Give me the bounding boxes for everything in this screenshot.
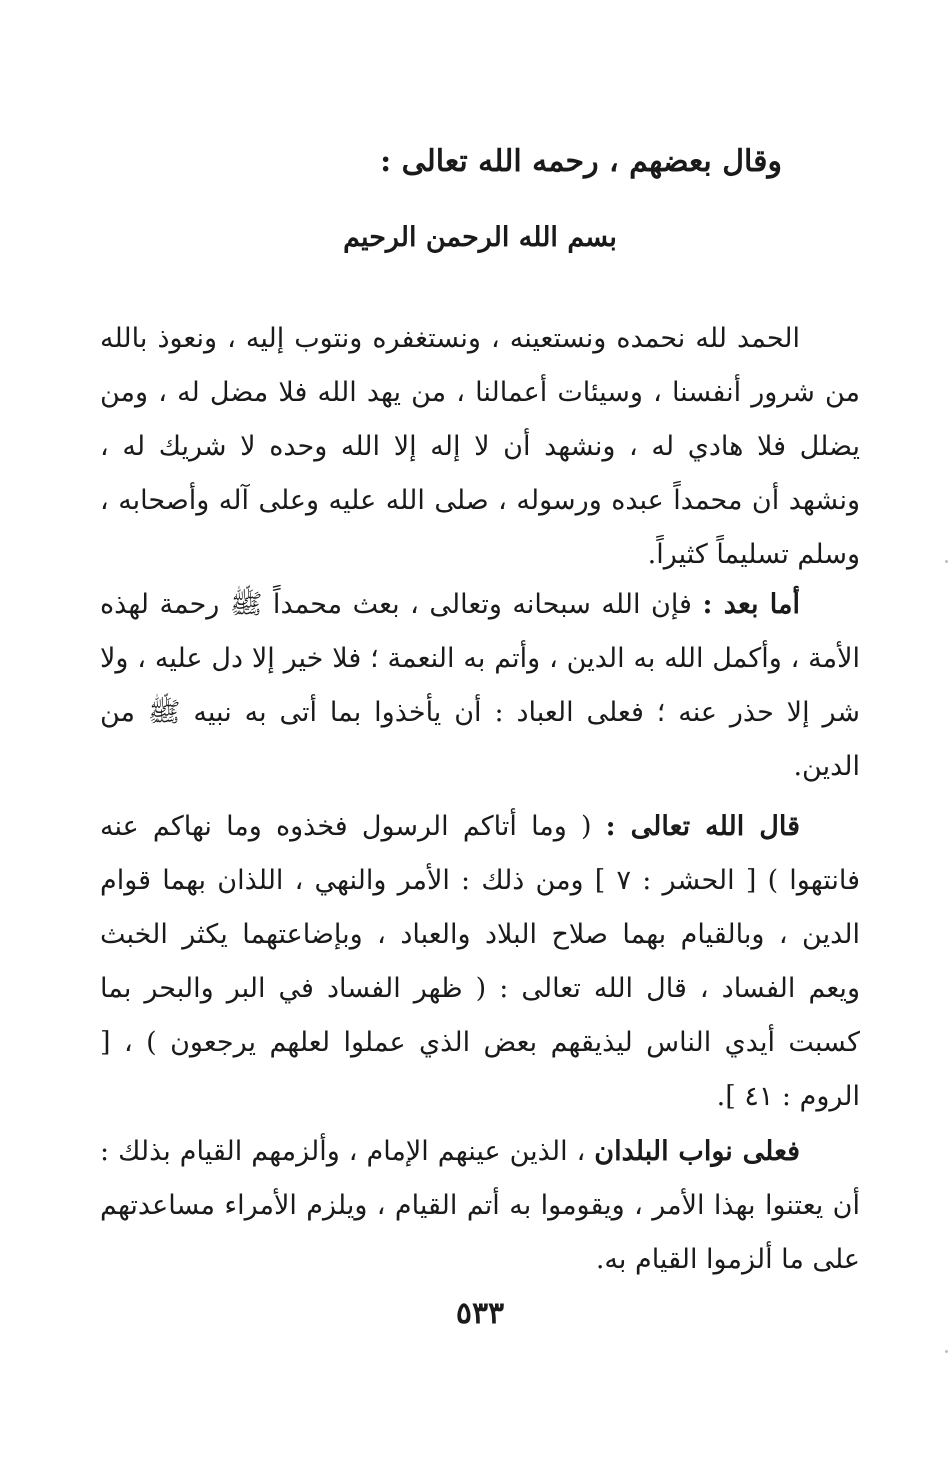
paragraph-lead: فعلى نواب البلدان (594, 1136, 800, 1167)
scan-speck (945, 1350, 948, 1353)
paragraph-amma-baad (100, 578, 860, 794)
paragraph-text: ( وما أتاكم الرسول فخذوه وما نهاكم عنه فانتهوا ) [ الحشر : ٧ ] ومن ذلك : الأمر والنهي ، اللذان بهما قوام الدين ، وبالقيام بهما صلاح البلاد والعباد ، وبإضاعتهما يكثر الخبث ويعم الفساد ، قال الله تعالى : ( ظهر الفساد في البر والبحر بما كسبت أيدي الناس ليذيقهم بعض الذي عملوا لعلهم يرجعون ) ، [ الروم : ٤١ ]. (100, 811, 860, 1112)
paragraph-deputies (100, 1125, 860, 1287)
paragraph-text: فإن الله سبحانه وتعالى ، بعث محمداً ﷺ رحمة لهذه الأمة ، وأكمل الله به الدين ، وأتم به النعمة ؛ فلا خير إلا دل عليه ، ولا شر إلا حذر عنه ؛ فعلى العباد : أن يأخذوا بما أتى به نبيه ﷺ من الدين. (100, 589, 860, 782)
paragraph-lead: قال الله تعالى : (605, 811, 800, 842)
paragraph-lead: أما بعد : (702, 589, 801, 620)
basmala-calligraphy: بسم الله الرحمن الرحيم (343, 222, 617, 253)
page-number: ٥٣٣ (455, 1296, 505, 1331)
paragraph-text: ، الذين عينهم الإمام ، وألزمهم القيام بذلك : أن يعتنوا بهذا الأمر ، ويقوموا به أتم القيام ، ويلزم الأمراء مساعدتهم على ما ألزموا القيام به. (100, 1136, 860, 1275)
scan-speck (945, 560, 948, 563)
paragraph-opening-praise (100, 312, 860, 582)
paragraph-text: الحمد لله نحمده ونستعينه ، ونستغفره ونتوب إليه ، ونعوذ بالله من شرور أنفسنا ، وسيئات أعمالنا ، من يهد الله فلا مضل له ، ومن يضلل فلا هادي له ، ونشهد أن لا إله إلا الله وحده لا شريك له ، ونشهد أن محمداً عبده ورسوله ، صلى الله عليه وعلى آله وأصحابه ، وسلم تسليماً كثيراً. (100, 323, 860, 570)
paragraph-quran-citation (100, 800, 860, 1124)
book-page (100, 0, 860, 1469)
section-heading: وقال بعضهم ، رحمه الله تعالى : (380, 144, 782, 179)
